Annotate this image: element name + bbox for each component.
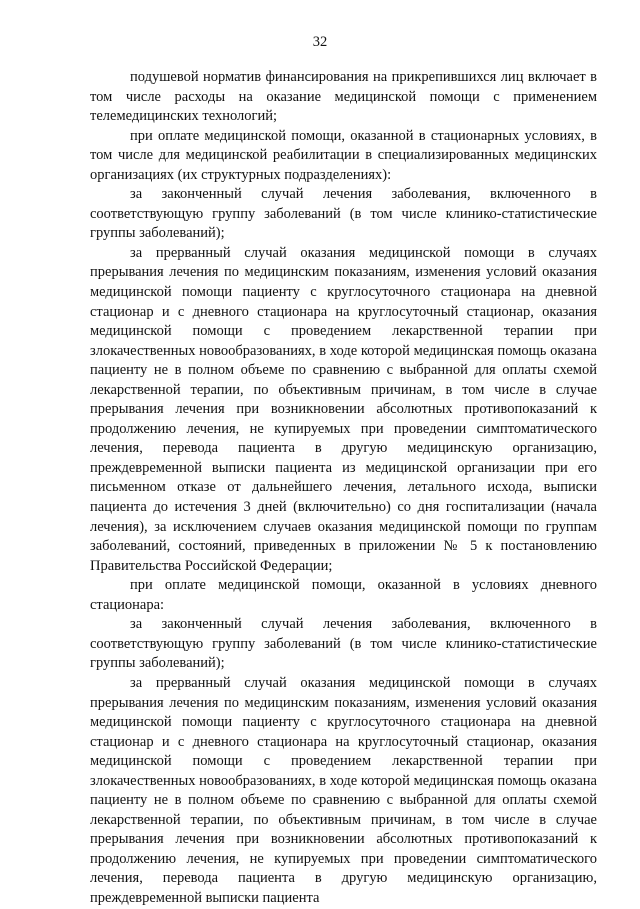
paragraph-day-hospital-interrupted-case: за прерванный случай оказания медицинской помощи в случаях прерывания лечения по медицинским показаниям, изменения условий оказания медицинской помощи пациенту с круглосуточного стационара на дневной стационар и с дневного стационара на круглосуточный стационар, оказания медицинской помощи с проведением лекарственной терапии при злокачественных новообразованиях, в ходе которой медицинская помощь оказана пациенту не в полном объеме по сравнению с выбранной для оплаты схемой лекарственной терапии, по объективным причинам, в том числе в случае прерывания лечения при возникновении абсолютных противопоказаний к продолжению лечения, не купируемых при проведении симптоматического лечения, перевода пациента в другую медицинскую организацию, преждевременной выписки пациента [90, 674, 597, 906]
document-body [90, 68, 597, 909]
paragraph-capitation-norm: подушевой норматив финансирования на прикрепившихся лиц включает в том числе расходы на оказание медицинской помощи с применением телемедицинских технологий; [90, 69, 597, 125]
paragraph-day-hospital-payment: при оплате медицинской помощи, оказанной в условиях дневного стационара: [90, 577, 597, 613]
paragraph-inpatient-interrupted-case: за прерванный случай оказания медицинской помощи в случаях прерывания лечения по медицинским показаниям, изменения условий оказания медицинской помощи пациенту с круглосуточного стационара на дневной стационар и с дневного стационара на круглосуточный стационар, оказания медицинской помощи с проведением лекарственной терапии при злокачественных новообразованиях, в ходе которой медицинская помощь оказана пациенту не в полном объеме по сравнению с выбранной для оплаты схемой лекарственной терапии, по объективным причинам, в том числе в случае прерывания лечения при возникновении абсолютных противопоказаний к продолжению лечения, не купируемых при проведении симптоматического лечения, перевода пациента в другую медицинскую организацию, преждевременной выписки пациента из медицинской организации при его письменном отказе от дальнейшего лечения, летального исхода, выписки пациента до истечения 3 дней (включительно) со дня госпитализации (начала лечения), за исключением случаев оказания медицинской помощи по группам заболеваний, состояний, приведенных в приложении № 5 к постановлению Правительства Российской Федерации; [90, 244, 597, 574]
page-number: 32 [312, 34, 328, 50]
paragraph-inpatient-payment: при оплате медицинской помощи, оказанной в стационарных условиях, в том числе для медицинской реабилитации в специализированных медицинских организациях (их структурных подразделениях): [90, 127, 597, 183]
paragraph-day-hospital-completed-case: за законченный случай лечения заболевания, включенного в соответствующую группу заболеваний (в том числе клинико-статистические группы заболеваний); [90, 616, 597, 672]
paragraph-inpatient-completed-case: за законченный случай лечения заболевания, включенного в соответствующую группу заболеваний (в том числе клинико-статистические группы заболеваний); [90, 186, 597, 242]
